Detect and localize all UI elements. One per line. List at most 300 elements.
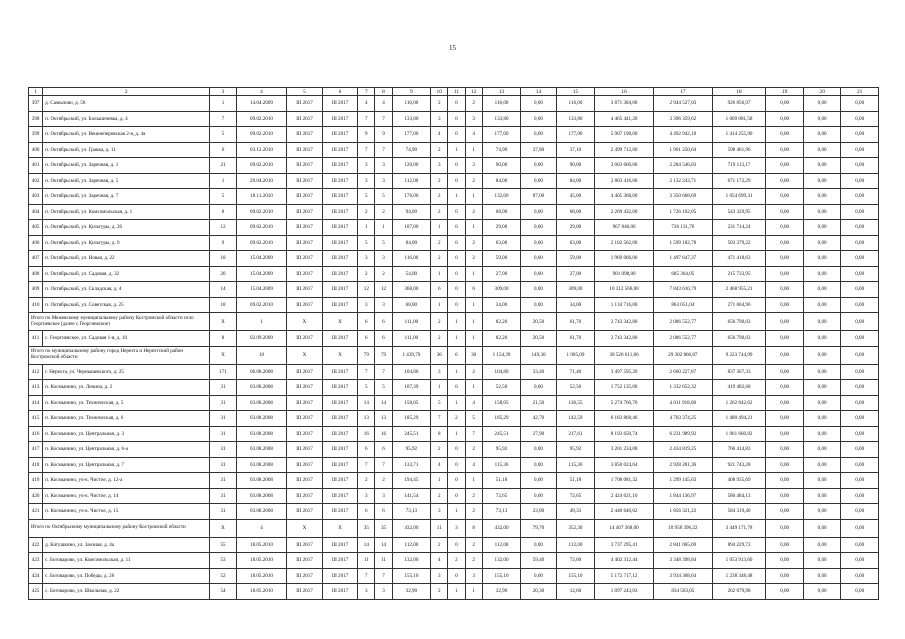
table-cell: 1 [448, 142, 465, 158]
table-cell: 1 [465, 189, 482, 205]
table-cell: 6 [448, 346, 465, 364]
table-cell: 3 497 595,20 [595, 364, 654, 380]
column-header: 11 [448, 88, 465, 96]
table-cell: 0,00 [766, 553, 803, 569]
table-cell: 0,00 [803, 426, 840, 442]
table-cell: 1 [431, 220, 448, 236]
table-cell: 408 [29, 266, 43, 282]
table-cell: 73,13 [392, 504, 430, 520]
table-cell: 2 803 416,00 [595, 173, 654, 189]
table-cell: 0,00 [766, 204, 803, 220]
table-cell: III 2017 [322, 127, 357, 143]
table-cell: 1 [431, 266, 448, 282]
table-cell: 0 [448, 158, 465, 174]
table-cell: 1 708 081,32 [595, 473, 654, 489]
table-cell: 0,00 [841, 488, 879, 504]
table-cell: 03.08.2008 [236, 411, 287, 427]
table-cell: 74,90 [392, 142, 430, 158]
address-cell: п. Октябрьский, ул. Культуры, д. 26 [43, 220, 210, 236]
table-cell: 2 743 342,80 [595, 331, 654, 347]
table-cell: 104,80 [482, 364, 520, 380]
table-cell: 3 [358, 158, 375, 174]
table-cell: 0,00 [841, 266, 879, 282]
table-cell: 7 843 610,79 [653, 282, 712, 298]
table-row [29, 364, 879, 380]
table-cell: 49,33 [556, 504, 594, 520]
table-cell: 2 [375, 266, 392, 282]
address-cell: п. Октябрьский, ул. Культуры, д. 9 [43, 235, 210, 251]
table-cell: 0,00 [803, 504, 840, 520]
table-cell: 02.09.2009 [236, 331, 287, 347]
table-body [29, 88, 879, 600]
address-cell: п. Октябрьский, ул. Гравка, д. 11 [43, 142, 210, 158]
table-cell: 0,00 [521, 111, 556, 127]
table-cell: 0,00 [521, 442, 556, 458]
address-cell: п. Октябрьский, ул. Вешнеперовская 2-я, д. 4а [43, 127, 210, 143]
table-cell: 0,00 [521, 282, 556, 298]
table-cell: III 2017 [322, 189, 357, 205]
table-cell: 422 [29, 537, 43, 553]
table-cell: 2 [465, 96, 482, 112]
table-cell: 0,00 [803, 189, 840, 205]
table-cell: 141,54 [392, 488, 430, 504]
table-cell: 158,05 [482, 395, 520, 411]
table-cell: 03.08.2008 [236, 457, 287, 473]
table-cell: 61,70 [556, 331, 594, 347]
table-cell: 7 [431, 411, 448, 427]
table-cell: 20.04.2010 [236, 173, 287, 189]
table-cell: III 2017 [322, 142, 357, 158]
table-cell: 0 [448, 173, 465, 189]
column-header: 1 [29, 88, 43, 96]
table-row [29, 331, 879, 347]
address-cell: п. Октябрьский, ул. Заречная, д. 1 [43, 158, 210, 174]
address-cell: с. Боговарово, ул. Комсомольская, д. 11 [43, 553, 210, 569]
table-cell: 3 [375, 251, 392, 267]
table-cell: X [210, 346, 236, 364]
table-cell: 68,00 [482, 204, 520, 220]
table-cell: 31 [210, 395, 236, 411]
table-cell: 116,00 [482, 96, 520, 112]
table-cell: 503 379,22 [712, 235, 766, 251]
table-cell: 0 [448, 473, 465, 489]
table-cell: III 2017 [287, 488, 322, 504]
address-cell: с. Боговарово, ул. Победы, д. 26 [43, 568, 210, 584]
table-cell: 55 [210, 537, 236, 553]
table-cell: 4 [465, 457, 482, 473]
table-cell: 0 [448, 111, 465, 127]
table-cell: 3 [358, 488, 375, 504]
table-cell: 9 [210, 235, 236, 251]
table-cell: 2 102 562,00 [595, 235, 654, 251]
table-cell: III 2017 [287, 442, 322, 458]
table-cell: 3 348 398,84 [653, 553, 712, 569]
table-cell: 2 [465, 537, 482, 553]
table-cell: 68,00 [556, 204, 594, 220]
table-cell: 33,40 [521, 364, 556, 380]
table-cell: 0 [448, 282, 465, 298]
table-cell: 432,00 [482, 519, 520, 537]
table-row [29, 457, 879, 473]
table-cell: 3 449 171,78 [712, 519, 766, 537]
table-cell: 0,00 [766, 488, 803, 504]
table-cell: 1 752 135,00 [595, 380, 654, 396]
table-cell: 3 871 384,00 [595, 96, 654, 112]
table-cell: 1 [448, 504, 465, 520]
column-header: 6 [322, 88, 357, 96]
subtotal-label: Итого по муниципальному району город Нерехта и Нерехтский район Костромской области [29, 346, 210, 364]
table-row [29, 442, 879, 458]
table-cell: 5 [358, 189, 375, 205]
table-cell: 0 [448, 204, 465, 220]
table-cell: 0,00 [766, 189, 803, 205]
table-cell: 245,51 [392, 426, 430, 442]
table-cell: 0,00 [803, 96, 840, 112]
table-cell: 112,00 [556, 537, 594, 553]
address-cell: п. Октябрьский, ул. Садовая, д. 32 [43, 266, 210, 282]
table-cell: 03.08.2008 [236, 380, 287, 396]
table-row [29, 282, 879, 298]
table-cell: 1 [465, 142, 482, 158]
table-row [29, 488, 879, 504]
table-cell: 0,00 [841, 158, 879, 174]
table-cell: 0,00 [521, 473, 556, 489]
table-cell: 79 [375, 346, 392, 364]
table-cell: 6 183 868,46 [595, 411, 654, 427]
table-cell: 419 [29, 473, 43, 489]
column-header: 13 [482, 88, 520, 96]
table-cell: X [210, 313, 236, 331]
table-cell: 18.11.2010 [236, 189, 287, 205]
table-cell: X [322, 313, 357, 331]
table-cell: III 2017 [287, 504, 322, 520]
table-cell: 36 [431, 346, 448, 364]
table-cell: 2 [375, 473, 392, 489]
table-cell: 656 790,03 [712, 313, 766, 331]
table-cell: 20,30 [521, 584, 556, 600]
table-cell: 112,00 [482, 537, 520, 553]
table-cell: 368,00 [392, 282, 430, 298]
table-cell: 0,00 [841, 297, 879, 313]
table-cell: 1 969 066,00 [595, 251, 654, 267]
table-cell: III 2017 [322, 111, 357, 127]
table-cell: 1 [465, 220, 482, 236]
table-cell: 13 [358, 411, 375, 427]
address-cell: с. Боговарово, ул. Школьная, д. 22 [43, 584, 210, 600]
table-cell: III 2017 [287, 584, 322, 600]
table-cell: 71,40 [556, 364, 594, 380]
table-cell: 412 [29, 364, 43, 380]
table-row [29, 96, 879, 112]
table-cell: 397 [29, 96, 43, 112]
table-cell: 1 332 652,32 [653, 380, 712, 396]
table-cell: 4 [358, 96, 375, 112]
table-cell: 09.02.2010 [236, 158, 287, 174]
table-cell: 6 231 989,92 [653, 426, 712, 442]
address-cell: п. Космынино, уч-к. Чистое, д. 14 [43, 488, 210, 504]
table-cell: 352,30 [556, 519, 594, 537]
table-cell: 0 [448, 457, 465, 473]
table-cell: 0,00 [521, 96, 556, 112]
table-cell: 194,45 [392, 473, 430, 489]
table-cell: 0,00 [803, 142, 840, 158]
table-cell: 03.08.2008 [236, 426, 287, 442]
table-cell: 0,00 [841, 235, 879, 251]
table-cell: X [287, 313, 322, 331]
table-cell: III 2017 [287, 331, 322, 347]
table-cell: 133,80 [556, 111, 594, 127]
table-cell: 863 051,04 [653, 297, 712, 313]
table-cell: 20,50 [521, 313, 556, 331]
table-cell: 0,00 [841, 519, 879, 537]
table-cell: 104,80 [392, 364, 430, 380]
table-cell: 1 [358, 220, 375, 236]
table-cell: 10 312 566,00 [595, 282, 654, 298]
table-cell: 3 [358, 173, 375, 189]
table-cell: 921 743,28 [712, 457, 766, 473]
table-cell: 7 [358, 142, 375, 158]
column-header: 5 [287, 88, 322, 96]
table-cell: 1 238 348,48 [712, 568, 766, 584]
table-cell: 0,00 [766, 235, 803, 251]
table-cell: 0,00 [841, 220, 879, 236]
table-cell: 1 [448, 364, 465, 380]
table-cell: 1 005,09 [556, 346, 594, 364]
page-number: 15 [449, 44, 456, 52]
table-cell: 0,00 [766, 96, 803, 112]
table-cell: 0 [448, 380, 465, 396]
table-cell: III 2017 [287, 395, 322, 411]
table-cell: 6 [358, 313, 375, 331]
table-cell: 31 [210, 426, 236, 442]
table-cell: 0,00 [841, 442, 879, 458]
table-cell: 4 405 368,00 [595, 189, 654, 205]
table-cell: 11 [431, 519, 448, 537]
table-cell: 1 134 716,00 [595, 297, 654, 313]
table-cell: 0,00 [841, 313, 879, 331]
table-cell: 6 [375, 442, 392, 458]
table-cell: 7 [358, 111, 375, 127]
table-cell: 406 [29, 235, 43, 251]
table-cell: 0,00 [521, 537, 556, 553]
table-cell: 1 262 842,62 [712, 395, 766, 411]
table-cell: 2 434 819,25 [653, 442, 712, 458]
table-cell: III 2017 [287, 266, 322, 282]
subtotal-row [29, 519, 879, 537]
table-cell: 5 907 198,00 [595, 127, 654, 143]
table-cell: 18.05.2010 [236, 568, 287, 584]
table-cell: 0,00 [521, 297, 556, 313]
table-cell: 0,00 [766, 331, 803, 347]
table-cell: 11 [358, 553, 375, 569]
table-cell: III 2017 [287, 204, 322, 220]
table-cell: 217,61 [556, 426, 594, 442]
table-cell: 29,00 [482, 220, 520, 236]
table-cell: 309,00 [482, 282, 520, 298]
table-cell: 416 [29, 426, 43, 442]
table-cell: 31 [210, 442, 236, 458]
table-cell: 0,00 [766, 519, 803, 537]
table-cell: 1 [431, 380, 448, 396]
table-cell: 1 [236, 313, 287, 331]
table-cell: 0,00 [803, 473, 840, 489]
table-cell: 543 329,95 [712, 204, 766, 220]
table-cell: 399 [29, 127, 43, 143]
table-cell: 2 086 552,77 [653, 313, 712, 331]
table-cell: 18.05.2010 [236, 537, 287, 553]
table-cell: 31 [210, 504, 236, 520]
table-cell: 0,00 [521, 251, 556, 267]
table-cell: 116,00 [392, 96, 430, 112]
table-cell: 0,00 [841, 380, 879, 396]
table-cell: 2 [465, 251, 482, 267]
table-cell: 0,00 [521, 173, 556, 189]
table-cell: 1 [448, 395, 465, 411]
table-row [29, 158, 879, 174]
table-cell: 2 [431, 251, 448, 267]
table-cell: 29 302 866,87 [653, 346, 712, 364]
table-cell: 0,00 [766, 380, 803, 396]
address-cell: д. Катушкино, ул. Заозная, д. 4а [43, 537, 210, 553]
table-cell: 0,00 [766, 282, 803, 298]
table-cell: 2 841 065,69 [653, 537, 712, 553]
table-cell: III 2017 [322, 251, 357, 267]
table-cell: 0,00 [803, 173, 840, 189]
table-cell: 423 [29, 553, 43, 569]
table-cell: 0,00 [521, 127, 556, 143]
table-cell: 1 [431, 297, 448, 313]
table-cell: 0,00 [766, 364, 803, 380]
table-cell: III 2017 [287, 553, 322, 569]
table-cell: 35 [358, 519, 375, 537]
table-cell: III 2017 [287, 364, 322, 380]
table-cell: 736 131,76 [653, 220, 712, 236]
table-cell: 3 [375, 584, 392, 600]
table-cell: III 2017 [322, 220, 357, 236]
table-cell: 402 [29, 173, 43, 189]
table-cell: 0,00 [841, 364, 879, 380]
housing-table [28, 87, 879, 600]
column-header: 17 [653, 88, 712, 96]
table-cell: 719 113,17 [712, 158, 766, 174]
table-cell: 0,00 [841, 457, 879, 473]
table-cell: 2 743 342,80 [595, 313, 654, 331]
table-cell: III 2017 [322, 158, 357, 174]
column-header: 2 [43, 88, 210, 96]
table-cell: 155,10 [392, 568, 430, 584]
table-cell: 63,00 [482, 235, 520, 251]
table-row [29, 380, 879, 396]
table-cell: 3 201 234,08 [595, 442, 654, 458]
table-cell: 271 664,96 [712, 297, 766, 313]
table-cell: 0,00 [766, 111, 803, 127]
table-cell: 120,00 [392, 158, 430, 174]
address-cell: п. Октябрьский, ул. Советская, д. 25 [43, 297, 210, 313]
table-cell: 0,00 [521, 488, 556, 504]
table-cell: 0,00 [841, 346, 879, 364]
table-cell: 1 [448, 331, 465, 347]
table-row [29, 395, 879, 411]
table-cell: 72,65 [482, 488, 520, 504]
table-cell: 115,36 [556, 457, 594, 473]
table-cell: X [287, 519, 322, 537]
table-cell: 419 482,68 [712, 380, 766, 396]
address-cell: п. Октябрьский, ул. Комсомольская, д. 1 [43, 204, 210, 220]
table-cell: 0,00 [766, 568, 803, 584]
address-cell: п. Космынино, уч-к. Чистое, д. 12-а [43, 473, 210, 489]
table-cell: 27,90 [521, 426, 556, 442]
table-cell: 4 492 942,10 [653, 127, 712, 143]
table-cell: 31 [210, 457, 236, 473]
table-cell: 0,00 [803, 584, 840, 600]
table-cell: 1 [465, 584, 482, 600]
table-cell: 5 172 717,12 [595, 568, 654, 584]
table-cell: 87,00 [521, 189, 556, 205]
table-cell: 837 367,33 [712, 364, 766, 380]
table-cell: 404 [29, 204, 43, 220]
table-cell: 2 944 527,03 [653, 96, 712, 112]
table-cell: 95,92 [556, 442, 594, 458]
table-cell: 3 850 024,64 [595, 457, 654, 473]
table-cell: 136,55 [556, 395, 594, 411]
table-cell: 2 499 712,60 [595, 142, 654, 158]
table-cell: 1 299 145,63 [653, 473, 712, 489]
table-cell: III 2017 [322, 537, 357, 553]
table-cell: 0,00 [841, 426, 879, 442]
table-cell: 31 [210, 473, 236, 489]
table-cell: 03.12.2010 [236, 142, 287, 158]
table-cell: 403 [29, 189, 43, 205]
table-cell: 1 097 243,03 [595, 584, 654, 600]
table-cell: 4 [431, 457, 448, 473]
table-row [29, 142, 879, 158]
table-cell: 0 [448, 442, 465, 458]
address-cell: п. Октябрьский, ул. Новая, д. 22 [43, 251, 210, 267]
table-cell: 418 [29, 457, 43, 473]
address-cell: п. Космынино, ул. Центральная, д. 6-а [43, 442, 210, 458]
table-cell: 133,80 [392, 111, 430, 127]
column-header: 16 [595, 88, 654, 96]
table-cell: 2 660 227,87 [653, 364, 712, 380]
table-cell: 53 [210, 553, 236, 569]
table-cell: 171 [210, 364, 236, 380]
table-cell: III 2017 [322, 504, 357, 520]
table-cell: 185,29 [482, 411, 520, 427]
table-cell: 0,00 [803, 220, 840, 236]
table-cell: 18.05.2010 [236, 553, 287, 569]
subtotal-label: Итого по Октябрьскому муниципальному району Костромской области [29, 519, 210, 537]
table-cell: 420 [29, 488, 43, 504]
table-cell: 32,90 [482, 584, 520, 600]
table-cell: 1 726 102,05 [653, 204, 712, 220]
table-cell: 6 [358, 504, 375, 520]
table-cell: 1 497 647,37 [653, 251, 712, 267]
table-cell: 231 714,24 [712, 220, 766, 236]
table-cell: 0,00 [803, 158, 840, 174]
address-cell: п. Октябрьский, ул. Заречная, д. 5 [43, 173, 210, 189]
table-cell: 2 [358, 204, 375, 220]
table-cell: 400 [29, 142, 43, 158]
table-cell: 2 [465, 204, 482, 220]
column-header: 10 [431, 88, 448, 96]
table-cell: 03.08.2008 [236, 473, 287, 489]
table-cell: III 2017 [287, 457, 322, 473]
table-cell: 0,00 [803, 519, 840, 537]
table-cell: III 2017 [322, 457, 357, 473]
table-cell: 51,18 [556, 473, 594, 489]
table-cell: 2 [465, 364, 482, 380]
table-cell: 176,00 [392, 189, 430, 205]
